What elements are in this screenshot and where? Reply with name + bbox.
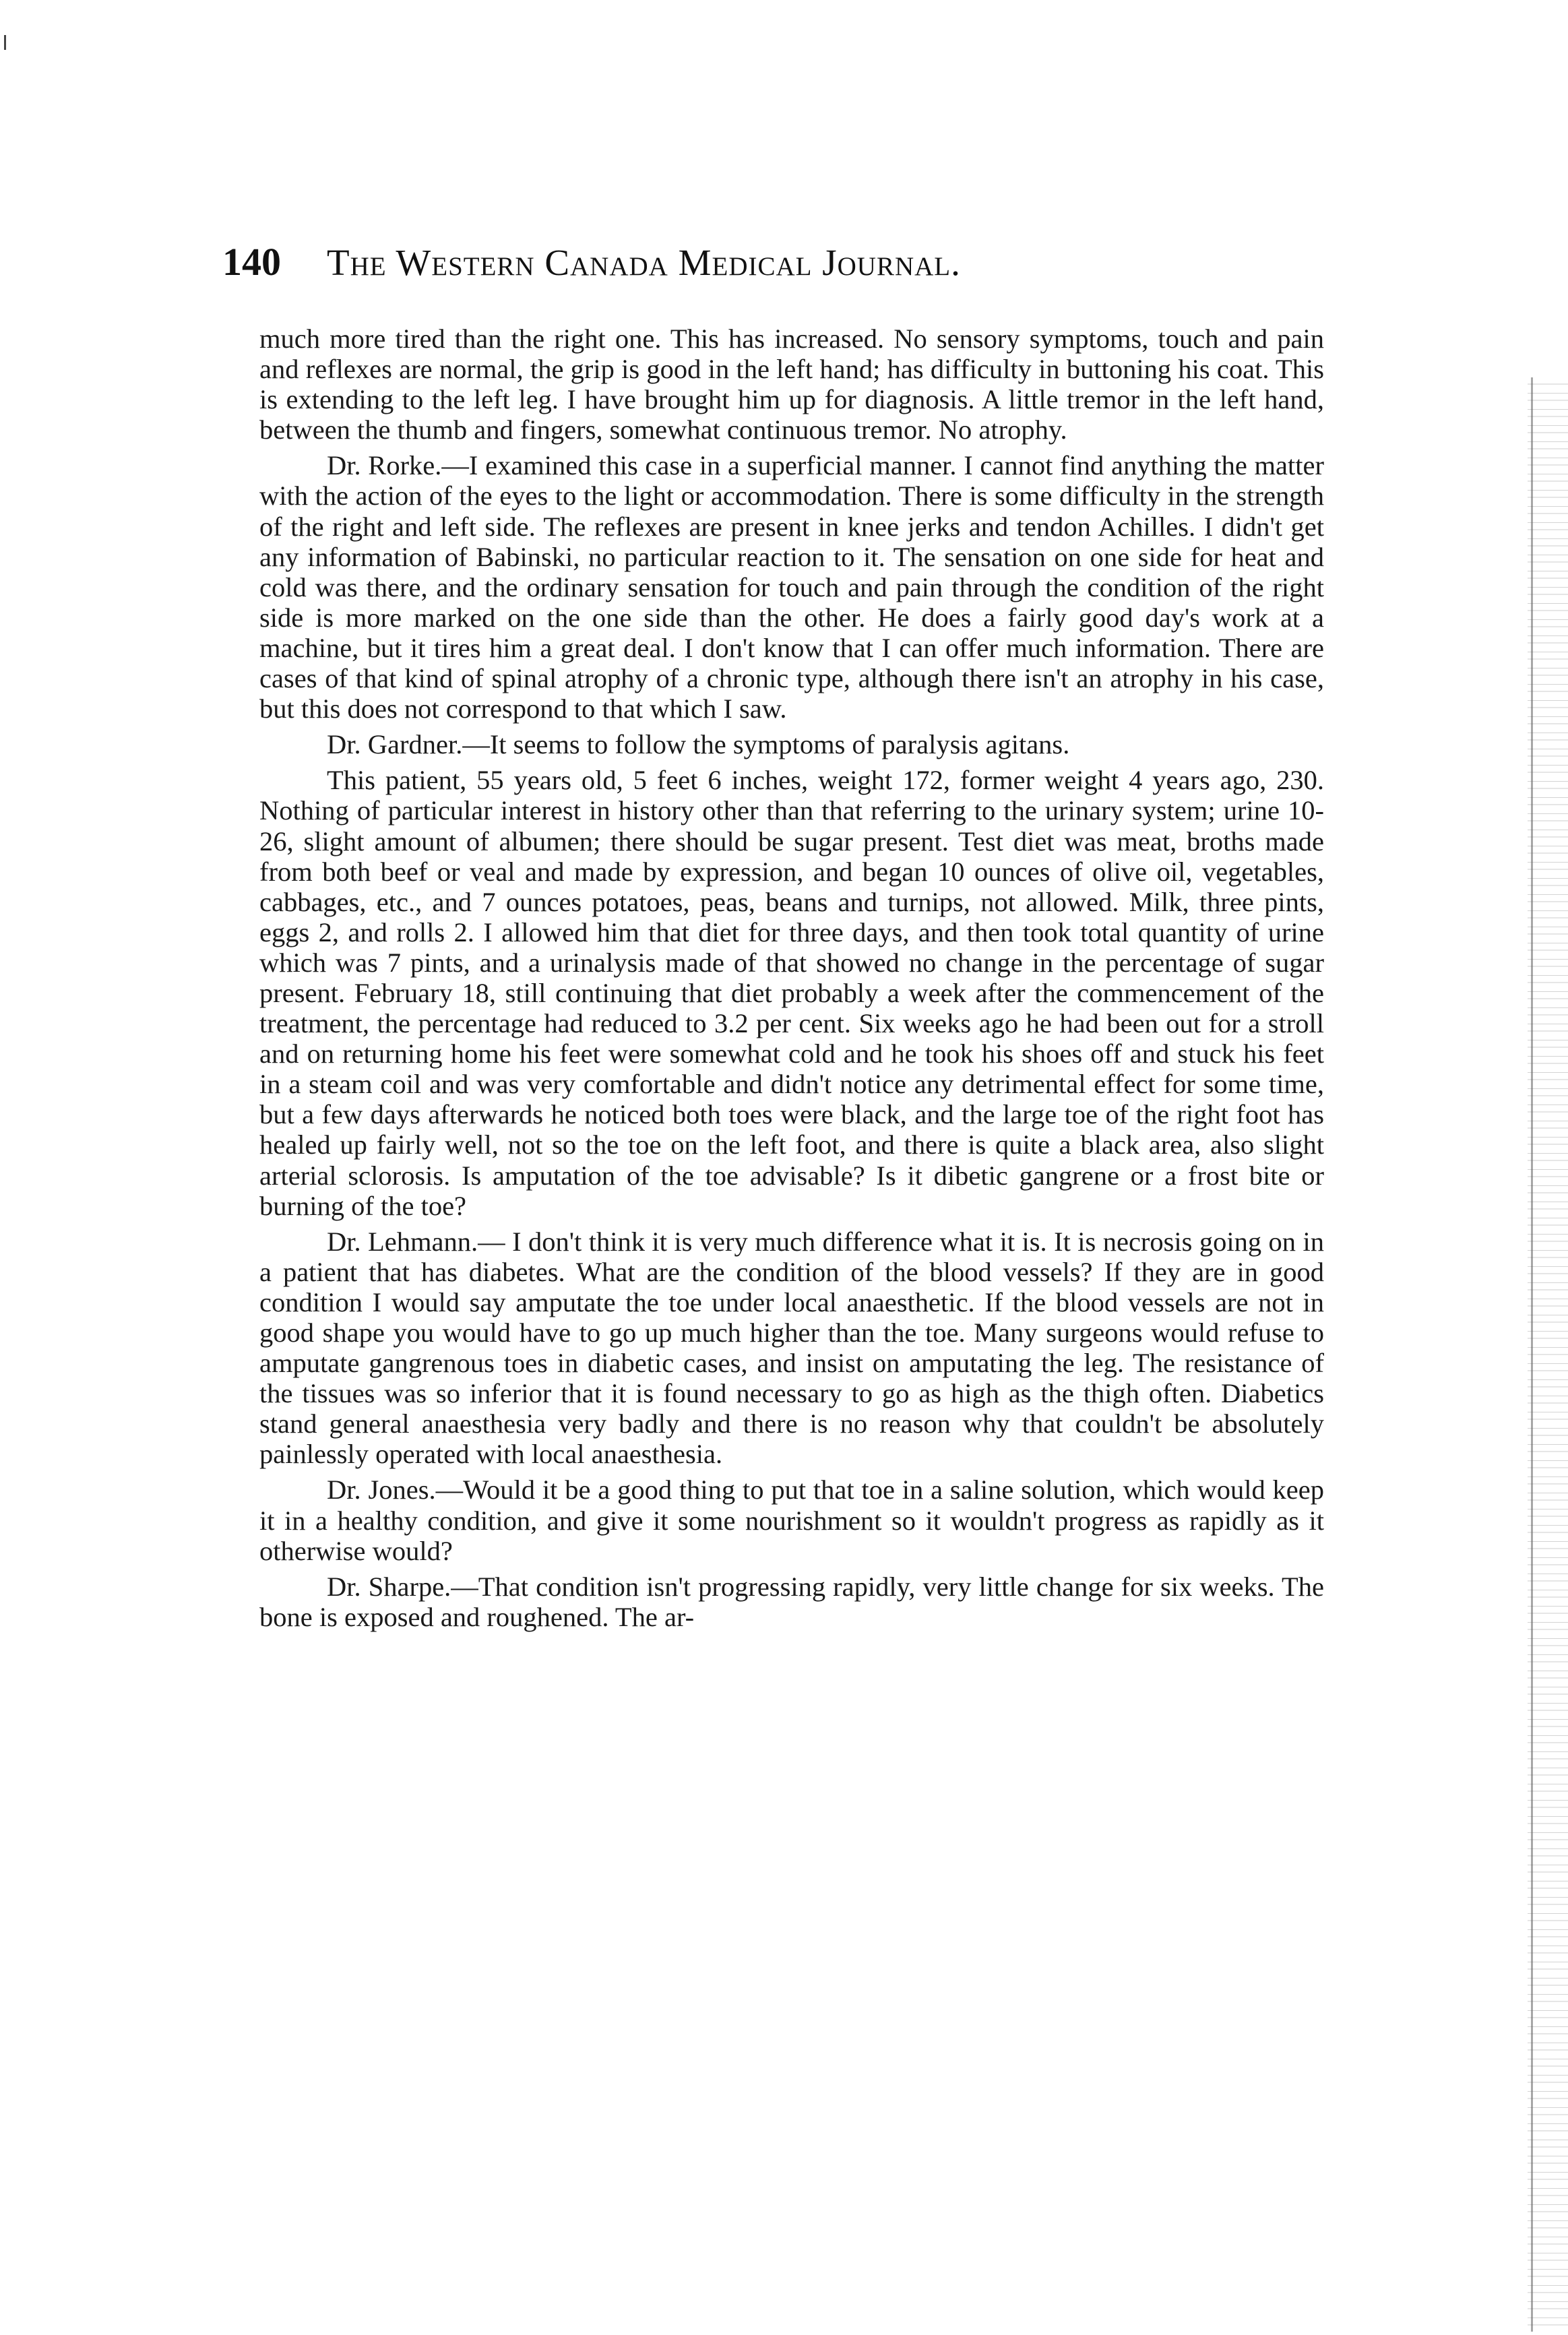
scan-mark <box>4 35 6 50</box>
page-number: 140 <box>222 240 281 284</box>
scan-edge-artifact <box>1528 377 1568 2332</box>
paragraph-dr-lehmann: Dr. Lehmann.— I don't think it is very much difference what it is. It is necrosis going on in a patient that has diabetes. What are the condition of the blood vessels? If they are in good condition I would say amputate the toe under local anaesthetic. If the blood vessels are not in good shape you would have to go up much higher than the toe. Many surgeons would refuse to amputate gangrenous toes in diabetic cases, and insist on amputating the leg. The resistance of the tissues was so inferior that it is found necessary to go as high as the thigh often. Diabetics stand general anaesthesia very badly and there is no reason why that couldn't be absolutely painlessly operated with local anaesthesia. <box>259 1226 1324 1470</box>
paragraph-dr-gardner: Dr. Gardner.—It seems to follow the symptoms of paralysis agitans. <box>327 729 1070 760</box>
paragraph-dr-sharpe: Dr. Sharpe.—That condition isn't progressing rapidly, very little change for six weeks. The bone is exposed and roughened. The ar- <box>259 1571 1324 1632</box>
paragraph-dr-rorke: Dr. Rorke.—I examined this case in a superficial manner. I cannot find anything the matter with the action of the eyes to the light or accommodation. There is some difficulty in the strength of the right and left side. The reflexes are present in knee jerks and tendon Achilles. I didn't get any information of Babinski, no particular reaction to it. The sensation on one side for heat and cold was there, and the ordinary sensation for touch and pain through the condition of the right side is more marked on the one side than the other. He does a fairly good day's work at a machine, but it tires him a great deal. I don't know that I can offer much information. There are cases of that kind of spinal atrophy of a chronic type, although there isn't an atrophy in his case, but this does not correspond to that which I saw. <box>259 450 1324 724</box>
page-header <box>222 239 1341 307</box>
journal-title: The Western Canada Medical Journal. <box>327 242 961 283</box>
article-body <box>259 323 1324 1632</box>
scan-edge-line <box>1531 377 1533 2332</box>
paragraph-patient-history: This patient, 55 years old, 5 feet 6 inches, weight 172, former weight 4 years ago, 230. Nothing of particular interest in history other than that referring to the urinary system; urine 10-26, slight amount of albumen; there should be sugar present. Test diet was meat, broths made from both beef or veal and made by expression, and began 10 ounces of olive oil, vegetables, cabbages, etc., and 7 ounces potatoes, peas, beans and turnips, not allowed. Milk, three pints, eggs 2, and rolls 2. I allowed him that diet for three days, and then took total quantity of urine which was 7 pints, and a urinalysis made of that showed no change in the percentage of sugar present. February 18, still continuing that diet probably a week after the commencement of the treatment, the percentage had reduced to 3.2 per cent. Six weeks ago he had been out for a stroll and on returning home his feet were somewhat cold and he took his shoes off and stuck his feet in a steam coil and was very comfortable and didn't notice any detrimental effect for some time, but a few days afterwards he noticed both toes were black, and the large toe of the right foot has healed up fairly well, not so the toe on the left foot, and there is quite a black area, also slight arterial sclorosis. Is amputation of the toe advisable? Is it dibetic gangrene or a frost bite or burning of the toe? <box>259 765 1324 1221</box>
paragraph-continued-case: much more tired than the right one. This has increased. No sensory symptoms, touch and pain and reflexes are normal, the grip is good in the left hand; has difficulty in buttoning his coat. This is extending to the left leg. I have brought him up for diagnosis. A little tremor in the left hand, between the thumb and fingers, somewhat continuous tremor. No atrophy. <box>259 323 1324 445</box>
paragraph-dr-jones: Dr. Jones.—Would it be a good thing to put that toe in a saline solution, which would keep it in a healthy condition, and give it some nourishment so it wouldn't progress as rapidly as it otherwise would? <box>259 1474 1324 1566</box>
